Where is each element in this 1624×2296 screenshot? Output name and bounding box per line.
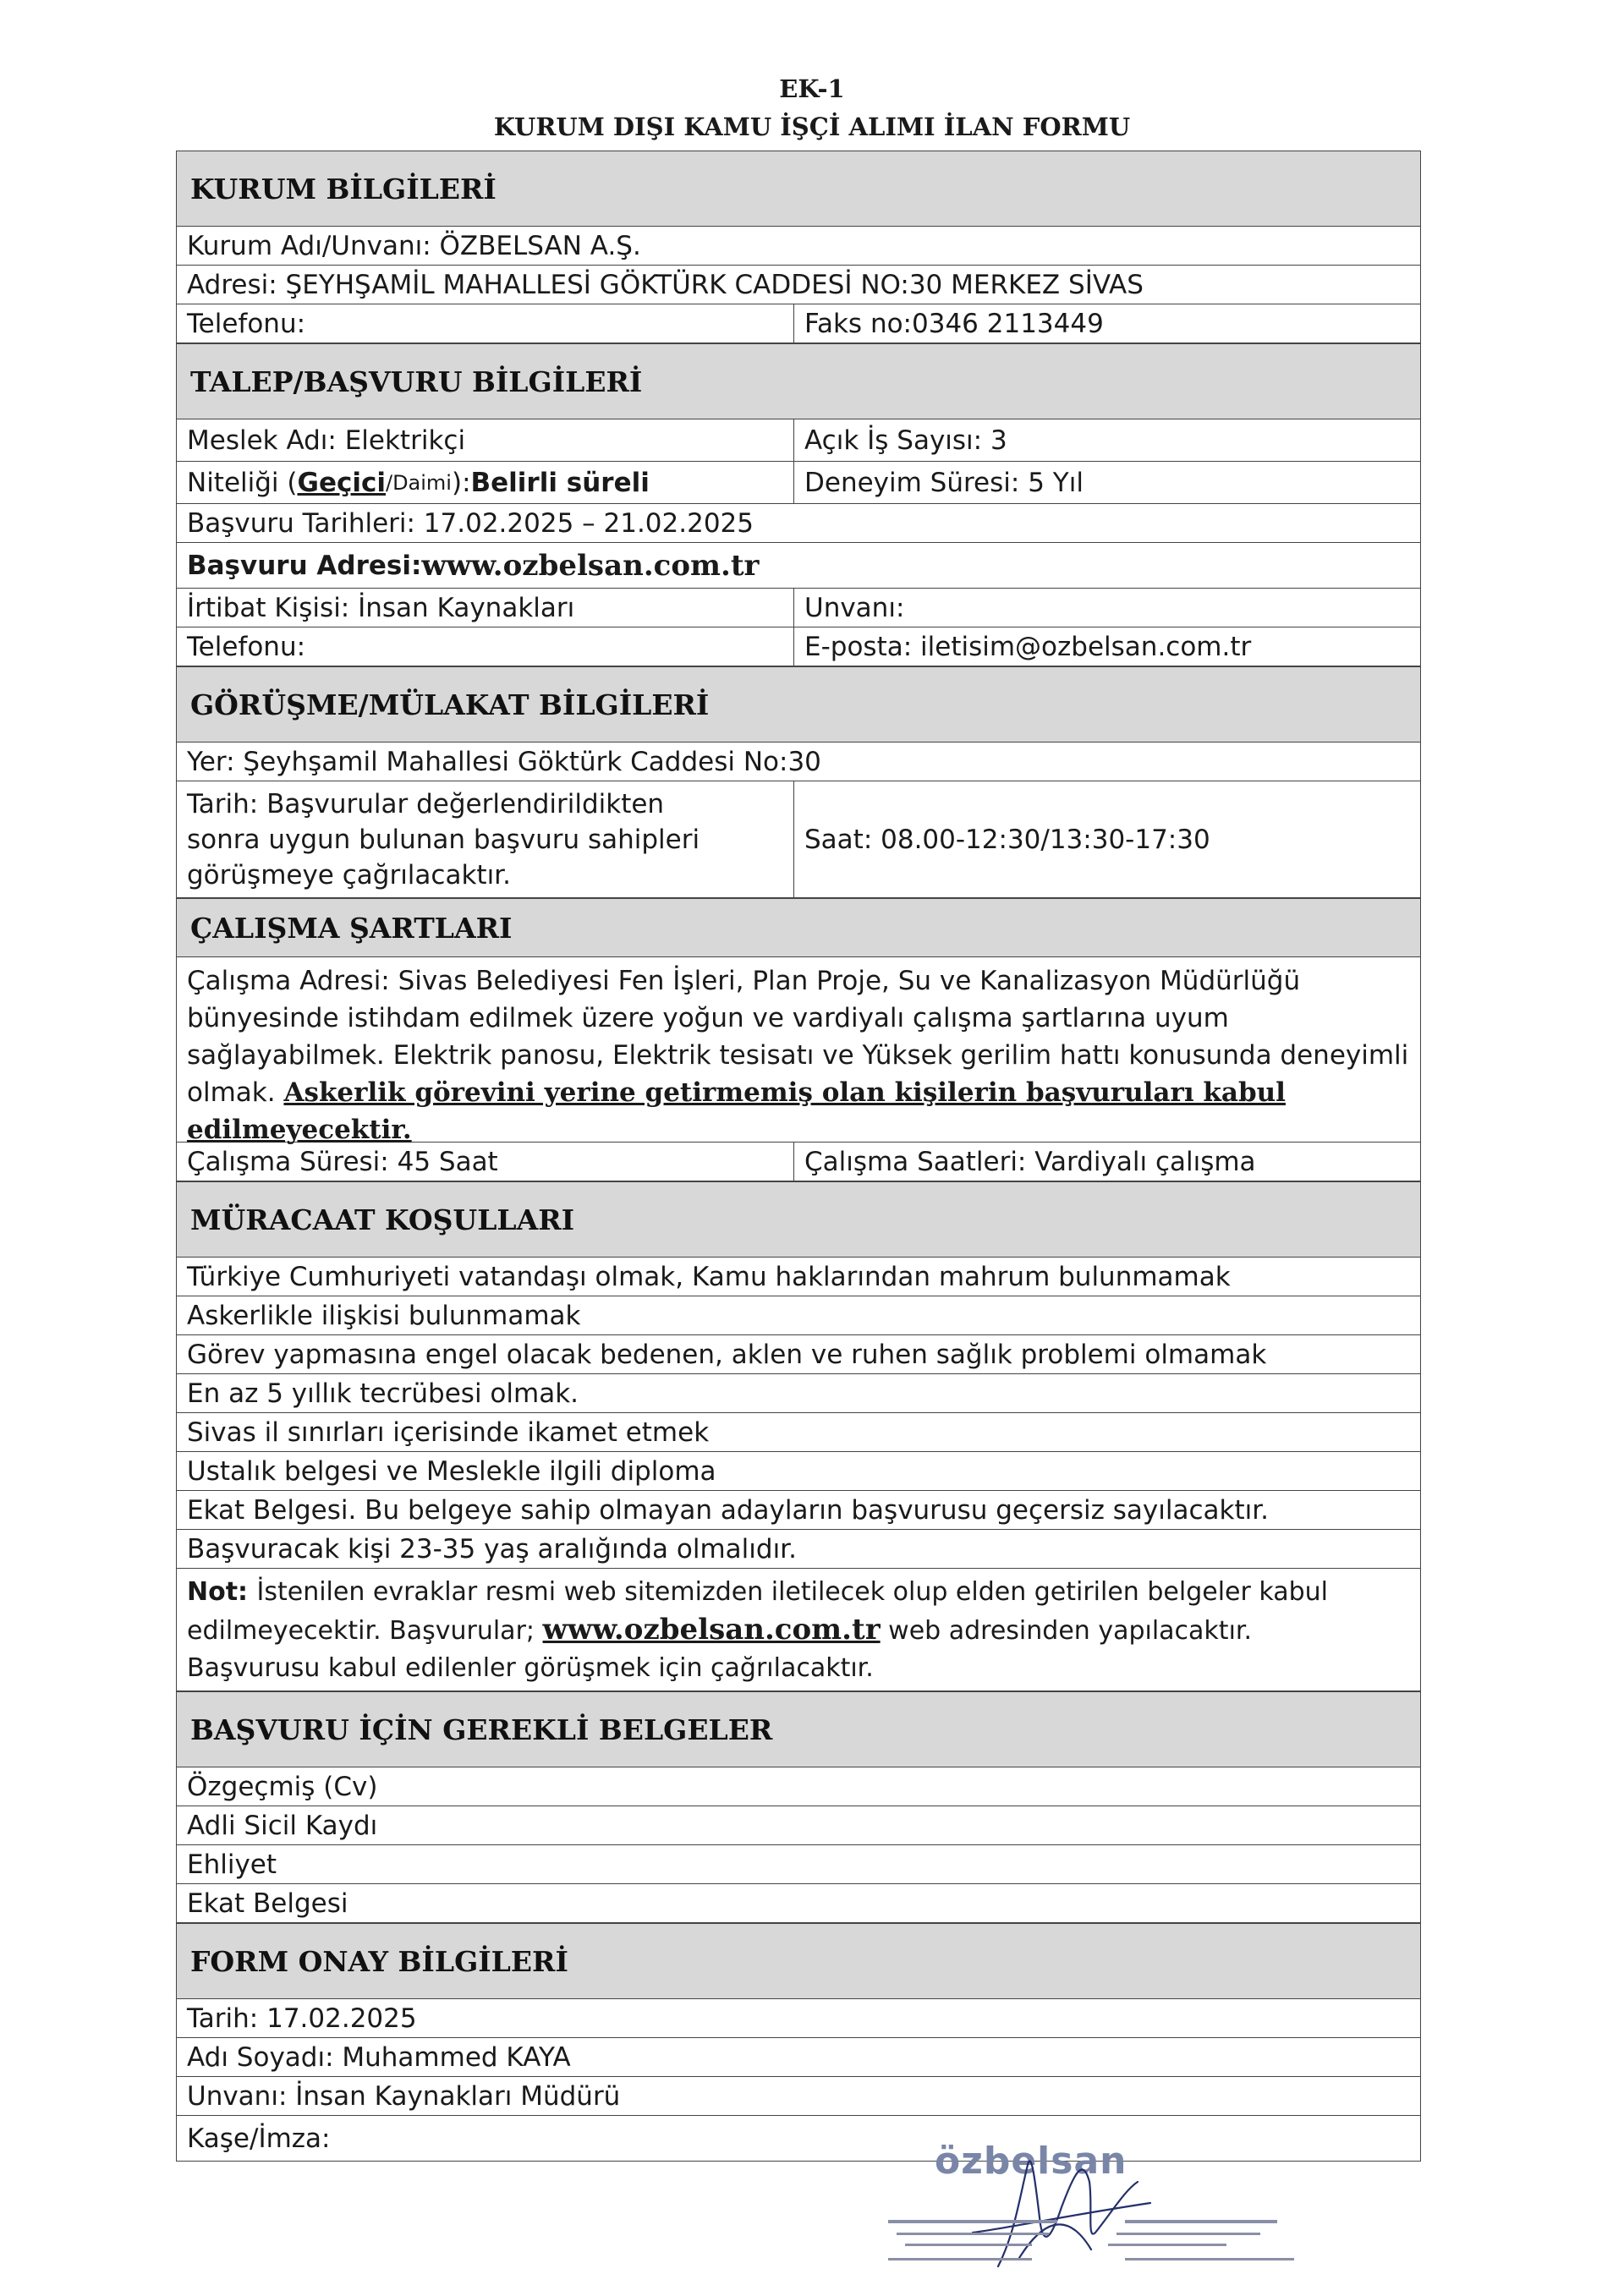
kurum-name: Kurum Adı/Unvanı: ÖZBELSAN A.Ş. [187, 230, 641, 261]
condition-item [176, 1374, 1421, 1413]
nature-value: Belirli süreli [470, 467, 650, 498]
condition-item [176, 1335, 1421, 1374]
approval-date: Tarih: 17.02.2025 [187, 2003, 417, 2034]
interview-time: Saat: 08.00-12:30/13:30-17:30 [804, 824, 1210, 855]
stamp-logo: özbelsan [935, 2140, 1127, 2183]
condition-item [176, 1258, 1421, 1296]
form-code: EK-1 [779, 74, 845, 103]
note-text-3: Başvurusu kabul edilenler görüşmek için çağrılacaktır. [187, 1653, 874, 1683]
condition-item [176, 1530, 1421, 1569]
section-gorusme-header: GÖRÜŞME/MÜLAKAT BİLGİLERİ [176, 666, 1421, 743]
document-text: Ekat Belgesi [187, 1888, 348, 1919]
application-dates: Başvuru Tarihleri: 17.02.2025 – 21.02.2025 [187, 507, 754, 539]
kurum-fax: Faks no:0346 2113449 [804, 308, 1104, 339]
work-duration: Çalışma Süresi: 45 Saat [177, 1143, 794, 1181]
note-url[interactable]: www.ozbelsan.com.tr [542, 1613, 881, 1647]
nature-suffix: ): [451, 467, 471, 498]
contact-phone: Telefonu: [177, 627, 794, 666]
application-address-url[interactable]: www.ozbelsan.com.tr [421, 548, 760, 583]
nature-daimi: /Daimi [385, 470, 452, 495]
work-conditions-text: Çalışma Adresi: Sivas Belediyesi Fen İşleri, Plan Proje, Su ve Kanalizasyon Müdürlüğü bünyesinde istihdam edilmek üzere yoğun ve vardiyalı çalışma şartlarına uyum sağlayabilmek. Elektrik panosu, Elektrik tesisatı ve Yüksek gerilim hattı konusunda deneyimli olmak. [187, 966, 1409, 1108]
note-text-2: web adresinden yapılacaktır. [880, 1616, 1253, 1646]
condition-text: Türkiye Cumhuriyeti vatandaşı olmak, Kamu haklarından mahrum bulunmamak [187, 1261, 1231, 1292]
calisma-text-row [176, 957, 1421, 1143]
kurum-address: Adresi: ŞEYHŞAMİL MAHALLESİ GÖKTÜRK CADDESİ NO:30 MERKEZ SİVAS [187, 269, 1144, 300]
talep-row-5 [176, 589, 1421, 627]
openings: Açık İş Sayısı: 3 [804, 425, 1007, 456]
condition-text: Başvuracak kişi 23-35 yaş aralığında olmalıdır. [187, 1533, 797, 1564]
talep-row-1 [176, 419, 1421, 462]
approval-title: Unvanı: İnsan Kaynakları Müdürü [187, 2080, 621, 2112]
condition-item [176, 1296, 1421, 1335]
profession: Meslek Adı: Elektrikçi [177, 419, 794, 461]
document-item [176, 1767, 1421, 1806]
nature-prefix: Niteliği ( [187, 467, 298, 498]
approval-row [176, 2077, 1421, 2116]
form-title: KURUM DIŞI KAMU İŞÇİ ALIMI İLAN FORMU [493, 112, 1131, 141]
interview-date [177, 781, 794, 897]
nature-gecici: Geçici [297, 467, 386, 498]
interview-date-line3: görüşmeye çağrılacaktır. [187, 859, 511, 890]
note-row [176, 1569, 1421, 1691]
note-text-1: İstenilen evraklar resmi web sitemizden iletilecek olup elden getirilen belgeler kabul edilmeyecektir. Başvurular; [187, 1577, 1328, 1646]
condition-text: Ustalık belgesi ve Meslekle ilgili diploma [187, 1455, 716, 1487]
kurum-phone: Telefonu: [177, 304, 794, 342]
document-text: Adli Sicil Kaydı [187, 1810, 378, 1841]
contact-person: İrtibat Kişisi: İnsan Kaynakları [177, 589, 794, 627]
section-onay-header: FORM ONAY BİLGİLERİ [176, 1923, 1421, 1999]
military-warning: Askerlik görevini yerine getirmemiş olan kişilerin başvuruları kabul edilmeyecektir. [187, 1077, 1286, 1145]
condition-text: Askerlikle ilişkisi bulunmamak [187, 1300, 581, 1331]
application-address-label: Başvuru Adresi: [187, 550, 422, 581]
gorusme-row-2 [176, 781, 1421, 898]
condition-text: Sivas il sınırları içerisinde ikamet etmek [187, 1417, 710, 1448]
kurum-contact-row [176, 304, 1421, 343]
document-text: Özgeçmiş (Cv) [187, 1771, 378, 1802]
document-text: Ehliyet [187, 1849, 277, 1880]
condition-item [176, 1413, 1421, 1452]
document-item [176, 1806, 1421, 1845]
interview-date-line2: sonra uygun bulunan başvuru sahipleri [187, 824, 700, 855]
approval-row [176, 1999, 1421, 2038]
section-muracaat-header: MÜRACAAT KOŞULLARI [176, 1181, 1421, 1258]
contact-email[interactable]: E-posta: iletisim@ozbelsan.com.tr [804, 631, 1252, 662]
approval-name: Adı Soyadı: Muhammed KAYA [187, 2041, 571, 2073]
note-label: Not: [187, 1577, 257, 1607]
section-belgeler-header: BAŞVURU İÇİN GEREKLİ BELGELER [176, 1691, 1421, 1767]
work-hours: Çalışma Saatleri: Vardiyalı çalışma [804, 1146, 1256, 1177]
gorusme-row-1 [176, 743, 1421, 781]
document-item [176, 1845, 1421, 1884]
kurum-name-row [176, 227, 1421, 266]
condition-text: Görev yapmasına engel olacak bedenen, aklen ve ruhen sağlık problemi olmamak [187, 1339, 1267, 1370]
application-address [177, 543, 1420, 588]
interview-date-line1: Tarih: Başvurular değerlendirildikten [187, 788, 665, 819]
nature [177, 462, 794, 503]
note [177, 1569, 1420, 1690]
approval-row [176, 2038, 1421, 2077]
interview-place: Yer: Şeyhşamil Mahallesi Göktürk Caddesi No:30 [187, 746, 821, 777]
talep-row-2 [176, 462, 1421, 504]
work-conditions [177, 957, 1420, 1145]
kurum-address-row [176, 266, 1421, 304]
section-calisma-header: ÇALIŞMA ŞARTLARI [176, 898, 1421, 957]
talep-row-3 [176, 504, 1421, 543]
document-item [176, 1884, 1421, 1923]
form-table [176, 151, 1421, 2162]
condition-item [176, 1452, 1421, 1491]
section-kurum-header: KURUM BİLGİLERİ [176, 151, 1421, 227]
talep-row-4 [176, 543, 1421, 589]
condition-item [176, 1491, 1421, 1530]
condition-text: Ekat Belgesi. Bu belgeye sahip olmayan adayların başvurusu geçersiz sayılacaktır. [187, 1494, 1269, 1526]
condition-text: En az 5 yıllık tecrübesi olmak. [187, 1378, 579, 1409]
calisma-row-2 [176, 1143, 1421, 1181]
talep-row-6 [176, 627, 1421, 666]
signature [871, 2131, 1311, 2275]
contact-title: Unvanı: [804, 592, 905, 623]
approval-stamp: Kaşe/İmza: [187, 2123, 331, 2154]
section-talep-header: TALEP/BAŞVURU BİLGİLERİ [176, 343, 1421, 419]
experience: Deneyim Süresi: 5 Yıl [804, 467, 1084, 498]
